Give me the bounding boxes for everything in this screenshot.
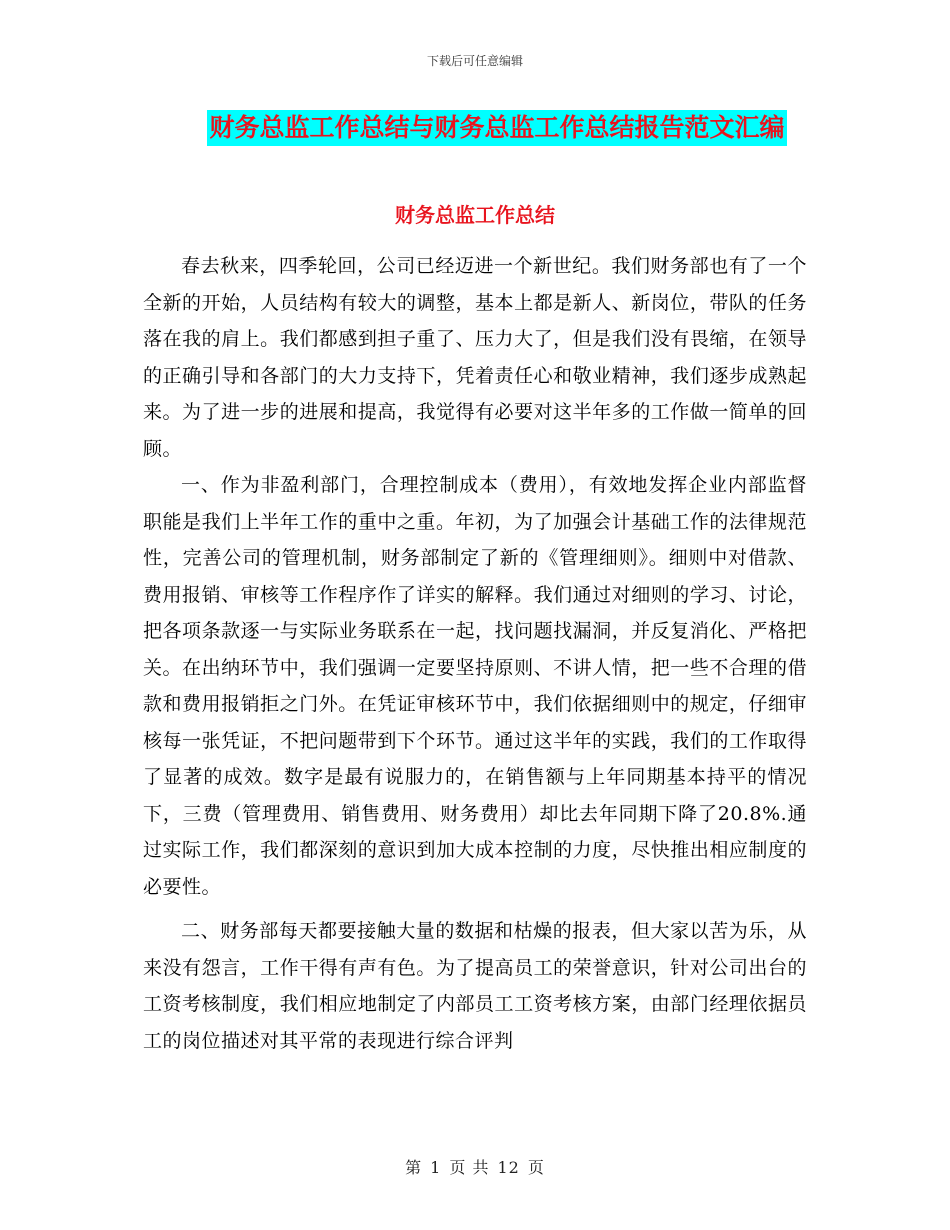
page-footer	[0, 1155, 950, 1178]
section-title: 财务总监工作总结	[395, 203, 555, 227]
paragraph-two: 二、财务部每天都要接触大量的数据和枯燥的报表，但大家以苦为乐，从来没有怨言，工作干得有声有色。为了提高员工的荣誉意识，针对公司出台的工资考核制度，我们相应地制定了内部员工工资考核方案，由部门经理依据员工的岗位描述对其平常的表现进行综合评判	[143, 920, 807, 1052]
main-title-container	[0, 110, 950, 146]
footer-page-number: 1	[430, 1158, 442, 1177]
footer-total-pages: 12	[497, 1158, 520, 1177]
footer-prefix: 第	[405, 1158, 423, 1177]
main-title: 财务总监工作总结与财务总监工作总结报告范文汇编	[207, 110, 786, 146]
document-body	[143, 248, 807, 1059]
footer-middle: 页 共	[449, 1158, 490, 1177]
paragraph-intro: 春去秋来，四季轮回，公司已经迈进一个新世纪。我们财务部也有了一个全新的开始，人员结构有较大的调整，基本上都是新人、新岗位，带队的任务落在我的肩上。我们都感到担子重了、压力大了，但是我们没有畏缩，在领导的正确引导和各部门的大力支持下，凭着责任心和敬业精神，我们逐步成熟起来。为了进一步的进展和提高，我觉得有必要对这半年多的工作做一简单的回顾。	[143, 255, 807, 460]
paragraph-one: 一、作为非盈利部门，合理控制成本（费用），有效地发挥企业内部监督职能是我们上半年工作的重中之重。年初，为了加强会计基础工作的法律规范性，完善公司的管理机制，财务部制定了新的《管理细则》。细则中对借款、费用报销、审核等工作程序作了详实的解释。我们通过对细则的学习、讨论，把各项条款逐一与实际业务联系在一起，找问题找漏洞，并反复消化、严格把关。在出纳环节中，我们强调一定要坚持原则、不讲人情，把一些不合理的借款和费用报销拒之门外。在凭证审核环节中，我们依据细则中的规定，仔细审核每一张凭证，不把问题带到下个环节。通过这半年的实践，我们的工作取得了显著的成效。数字是最有说服力的，在销售额与上年同期基本持平的情况下，三费（管理费用、销售费用、财务费用）却比去年同期下降了20.8%.通过实际工作，我们都深刻的意识到加大成本控制的力度，尽快推出相应制度的必要性。	[143, 474, 807, 898]
footer-suffix: 页	[527, 1158, 545, 1177]
header-note: 下载后可任意编辑	[426, 54, 523, 68]
